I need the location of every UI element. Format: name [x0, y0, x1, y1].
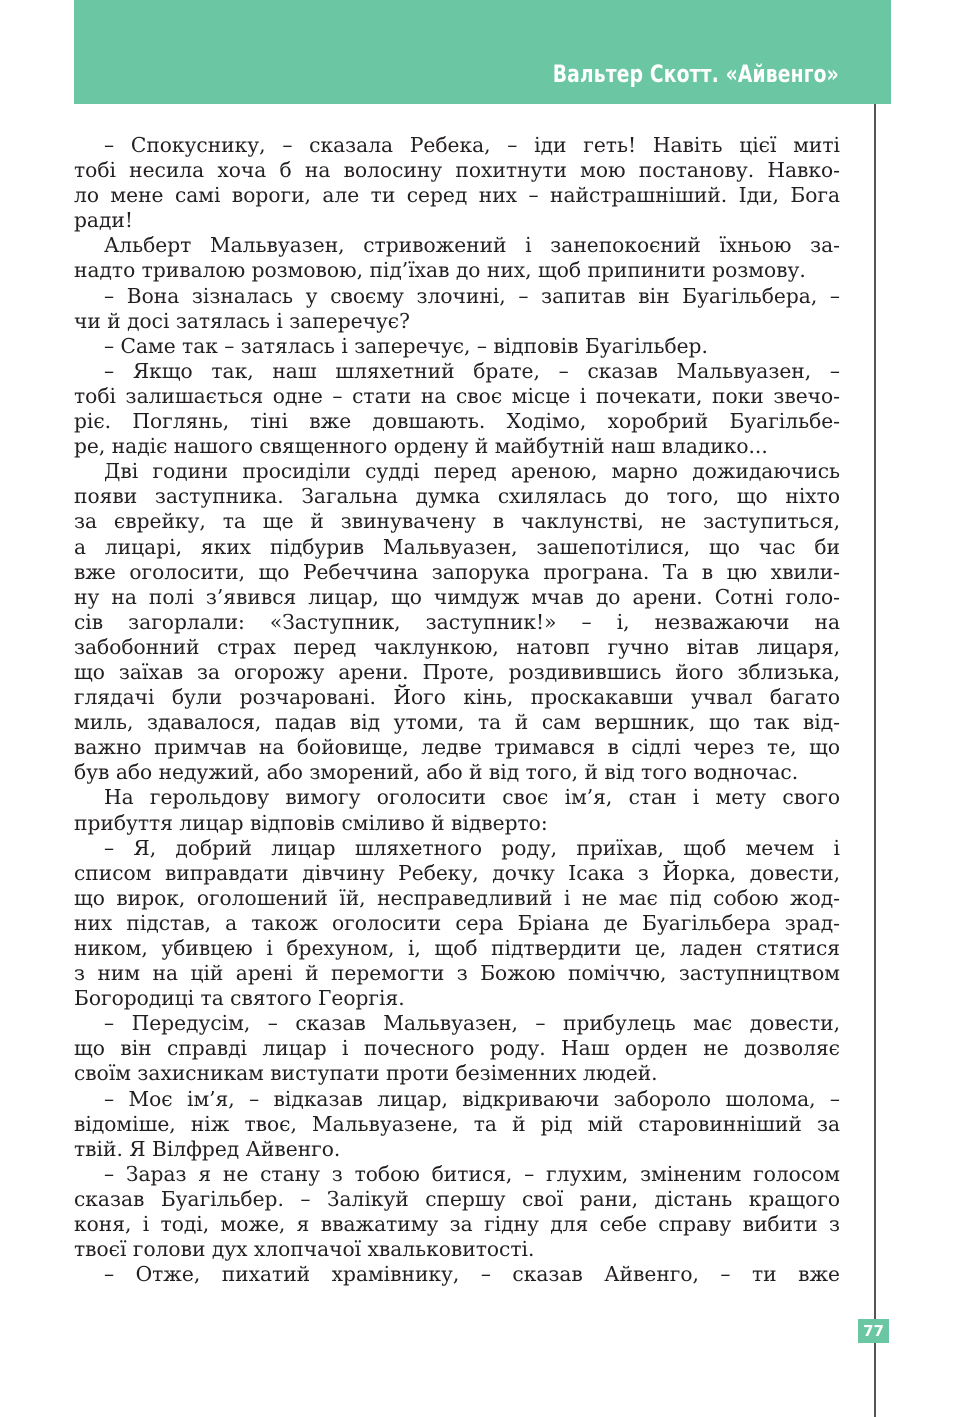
text-line: чи й досі затялась і заперечує? [74, 308, 410, 333]
page-number: 77 [858, 1319, 889, 1343]
text-line: Дві години просиділи судді перед ареною, марно дожидаючись [104, 459, 840, 484]
text-line: – Моє ім’я, – відказав лицар, відкриваючи забороло шолома, – [104, 1086, 840, 1111]
text-line: тобі залишається одне – стати на своє місце і почекати, поки звечо- [74, 383, 840, 408]
text-line: сказав Буагільбер. – Залікуй спершу свої рани, дістань кращого [74, 1186, 840, 1211]
text-line: – Саме так – затялась і заперечує, – відповів Буагільбер. [104, 333, 708, 358]
text-line: – Зараз я не стану з тобою битися, – глухим, зміненим голосом [104, 1161, 840, 1186]
text-line: – Передусім, – сказав Мальвуазен, – прибулець має довести, [104, 1011, 840, 1036]
text-line: глядачі були розчаровані. Його кінь, проскакавши учвал багато [74, 685, 840, 710]
header-band [74, 0, 891, 104]
paragraph [74, 1087, 840, 1162]
paragraph [74, 1011, 840, 1086]
text-line: появи заступника. Загальна думка схилялась до того, що ніхто [74, 484, 840, 509]
text-line: Альберт Мальвуазен, стривожений і занепокоєний їхньою за- [104, 233, 840, 258]
text-line: вже оголосити, що Ребеччина запорука програна. Та в цю хвили- [74, 559, 840, 584]
text-line: сів загорлали: «Заступник, заступник!» – і, незважаючи на [74, 609, 840, 634]
text-line: прибуття лицар відповів сміливо й відверто: [74, 810, 548, 835]
paragraph [74, 133, 840, 233]
running-header-title: Вальтер Скотт. «Айвенго» [552, 60, 839, 88]
text-line: з ним на цій арені й перемогти з Божою поміччю, заступництвом [74, 961, 840, 986]
text-line: ре, надіє нашого священного ордену й майбутній наш владико... [74, 434, 768, 459]
paragraph [74, 836, 840, 1012]
text-line: був або недужий, або зморений, або й від того, й від того водночас. [74, 760, 799, 785]
text-line: що заїхав за огорожу арени. Проте, роздивившись його зблизька, [74, 659, 840, 684]
text-line: що він справді лицар і почесного роду. Наш орден не дозволяє [74, 1036, 840, 1061]
text-line: – Отже, пихатий храмівнику, – сказав Айвенго, – ти вже [104, 1262, 840, 1287]
text-line: за єврейку, та ще й звинувачену в чаклунстві, не заступиться, [74, 509, 840, 534]
body-text [74, 133, 840, 1287]
paragraph [74, 785, 840, 835]
text-line: тобі несила хоча б на волосину похитнути мою постанову. Навко- [74, 158, 840, 183]
text-line: списом виправдати дівчину Ребеку, дочку Ісака з Йорка, довести, [74, 860, 840, 885]
text-line: – Я, добрий лицар шляхетного роду, приїхав, щоб мечем і [104, 835, 840, 860]
text-line: них підстав, а також оголосити сера Бріана де Буагільбера зрад- [74, 910, 840, 935]
text-line: своїм захисникам виступати проти безіменних людей. [74, 1061, 658, 1086]
text-line: твій. Я Вілфред Айвенго. [74, 1136, 341, 1161]
text-line: – Вона зізналась у своєму злочині, – запитав він Буагільбера, – [104, 283, 840, 308]
text-line: ну на полі з’явився лицар, що чимдуж мчав до арени. Сотні голо- [74, 584, 840, 609]
text-line: твоєї голови дух хлопчачої хвальковитості. [74, 1237, 535, 1262]
paragraph [74, 233, 840, 283]
text-line: Богородиці та святого Георгія. [74, 986, 405, 1011]
margin-rule [874, 104, 876, 1417]
text-line: що вирок, оголошений їй, несправедливий і не має під собою жод- [74, 885, 840, 910]
paragraph [74, 359, 840, 459]
text-line: а лицарі, яких підбурив Мальвуазен, зашепотілися, що час би [74, 534, 840, 559]
text-line: надто тривалою розмовою, під’їхав до них, щоб припинити розмову. [74, 258, 806, 283]
text-line: ради! [74, 208, 133, 233]
text-line: ло мене самі вороги, але ти серед них – найстрашніший. Іди, Бога [74, 183, 840, 208]
paragraph [74, 334, 840, 359]
text-line: – Спокуснику, – сказала Ребека, – іди геть! Навіть цієї миті [104, 133, 840, 157]
text-line: ником, убивцею і брехуном, і, щоб підтвердити це, ладен стятися [74, 936, 840, 960]
text-line: забобонний страх перед чаклункою, натовп гучно вітав лицаря, [74, 634, 840, 659]
paragraph [74, 1162, 840, 1262]
text-line: відоміше, ніж твоє, Мальвуазене, та й рід мій старовинніший за [74, 1111, 840, 1136]
paragraph [74, 459, 840, 785]
text-line: – Якщо так, наш шляхетний брате, – сказав Мальвуазен, – [104, 358, 840, 383]
text-line: миль, здавалося, падав від утоми, та й сам вершник, що так від- [74, 710, 840, 735]
text-line: важно примчав на бойовище, ледве тримався в сідлі через те, що [74, 735, 840, 760]
text-line: коня, і тоді, може, я вважатиму за гідну для себе справу вибити з [74, 1212, 840, 1237]
paragraph [74, 284, 840, 334]
text-line: На герольдову вимогу оголосити своє ім’я, стан і мету свого [104, 785, 840, 810]
text-line: ріє. Поглянь, тіні вже довшають. Ходімо, хоробрий Буагільбе- [74, 409, 840, 434]
paragraph [74, 1262, 840, 1287]
